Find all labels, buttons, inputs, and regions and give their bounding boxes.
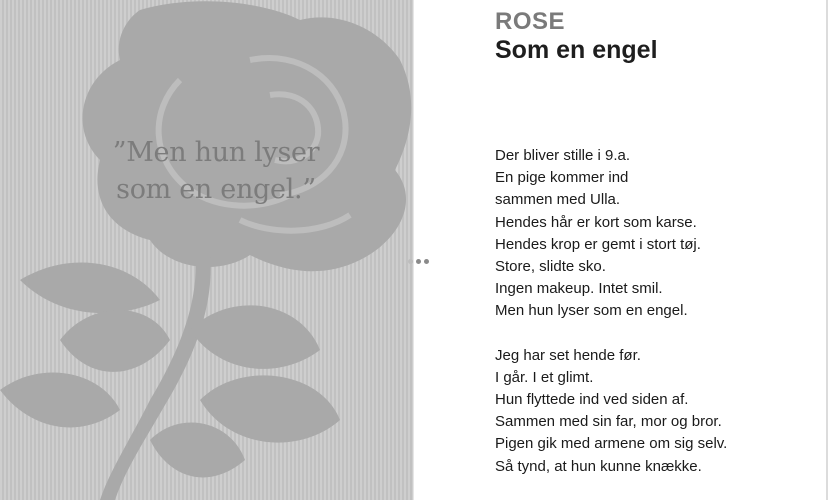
poem-line: sammen med Ulla. [495,191,621,209]
dot [424,259,429,264]
poem-line: Hun flyttede ind ved siden af. [495,391,689,409]
poem-line: Ingen makeup. Intet smil. [495,280,663,298]
poem-text [495,145,727,500]
stanza-2 [495,345,727,478]
poem-line: Pigen gik med armene om sig selv. [495,435,728,453]
poem-line: En pige kommer ind [495,169,629,187]
poem-line: Sammen med sin far, mor og bror. [495,413,722,431]
dot [408,259,413,264]
poem-line: Store, slidte sko. [495,258,606,276]
pull-quote [96,134,336,208]
page-dots-icon [408,259,429,264]
rose-illustration [0,0,413,500]
dot [416,259,421,264]
stanza-1 [495,145,727,323]
page-gutter [413,0,414,500]
poem-line: Der bliver stille i 9.a. [495,147,631,164]
poem-line: Jeg har set hende før. [495,346,641,364]
illustration-page [0,0,413,500]
poem-line: I går. I et glimt. [495,368,594,386]
poem-line: Men hun lyser som en engel. [495,302,688,320]
poem-line: Hendes hår er kort som karse. [495,213,697,231]
chapter-title: ROSE [495,8,566,35]
poem-line: Så tynd, at hun kunne knække. [495,457,702,475]
quote-line: ”Men hun lyser [112,137,320,168]
poem-line: Hendes krop er gemt i stort tøj. [495,235,701,253]
chapter-subtitle: Som en engel [495,36,658,64]
quote-line: som en engel.” [116,174,316,205]
